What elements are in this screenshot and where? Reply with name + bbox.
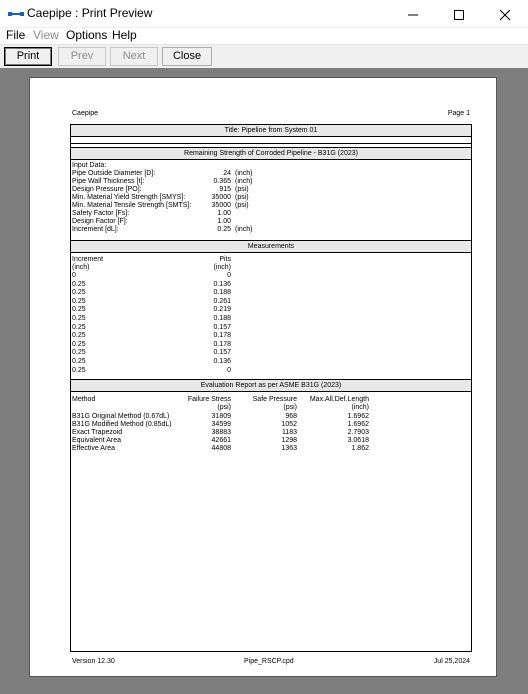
input-value: 1.00 — [217, 218, 231, 225]
preview-area — [0, 68, 528, 694]
input-value: 35000 — [211, 194, 231, 201]
increment-cell: 0.25 — [72, 332, 86, 340]
pits-unit: (inch) — [213, 264, 231, 271]
pits-cell: 0 — [227, 272, 231, 279]
input-unit: (inch) — [235, 170, 253, 177]
prev-page-button[interactable]: Prev — [58, 47, 106, 66]
title-bar — [0, 0, 528, 28]
pits-cell: 0.178 — [213, 332, 231, 340]
failure-stress-cell: 34599 — [211, 421, 231, 428]
close-button[interactable]: Close — [162, 47, 212, 66]
method-cell: B31G Original Method (0.67dL) — [72, 413, 170, 420]
safe-pressure-cell: 1052 — [281, 421, 297, 428]
safe-pressure-unit: (psi) — [283, 404, 297, 411]
failure-stress-cell: 44808 — [211, 445, 231, 452]
pits-cell: 0.188 — [213, 289, 231, 297]
input-label: Design Factor [F]: — [72, 218, 128, 225]
close-window-button[interactable] — [482, 0, 528, 28]
section-measurements: Measurements — [71, 241, 471, 252]
increment-cell: 0.25 — [72, 358, 86, 365]
menu-view[interactable]: View — [33, 28, 59, 42]
max-length-unit: (inch) — [351, 404, 369, 411]
pits-header: Pits — [219, 256, 231, 263]
safe-pressure-cell: 968 — [285, 413, 297, 420]
toolbar — [0, 44, 528, 68]
window-title: Caepipe : Print Preview — [27, 6, 153, 20]
preview-page — [29, 77, 497, 677]
report-frame — [70, 124, 472, 652]
pits-cell: 0.178 — [213, 340, 231, 348]
increment-header: Increment — [72, 256, 104, 263]
input-heading: Input Data: — [72, 162, 107, 169]
program-name: Caepipe — [72, 110, 99, 117]
input-label: Min. Material Tensile Strength [SMTS]: — [72, 202, 192, 209]
input-unit: (psi) — [235, 202, 249, 209]
menu-file[interactable]: File — [6, 28, 26, 42]
increment-unit: (inch) — [72, 264, 90, 271]
failure-stress-cell: 31809 — [211, 413, 231, 420]
page-number: Page 1 — [447, 110, 470, 117]
minimize-button[interactable] — [390, 0, 436, 28]
pits-cell: 0 — [227, 366, 231, 374]
pits-cell: 0.261 — [213, 297, 231, 305]
footer-version: Version 12.30 — [72, 658, 115, 665]
footer-filename: Pipe_RSCP.cpd — [244, 658, 294, 665]
minimize-icon — [407, 9, 419, 21]
failure-stress-cell: 38883 — [211, 429, 231, 436]
pits-cell: 0.136 — [213, 280, 231, 288]
pits-cell: 0.219 — [213, 306, 231, 314]
increment-cell: 0.25 — [72, 297, 86, 305]
menu-options[interactable]: Options — [66, 28, 108, 42]
menu-bar — [0, 28, 528, 44]
max-length-cell: 1.6962 — [347, 421, 369, 428]
input-value: 1.00 — [217, 210, 231, 217]
input-label: Pipe Outside Diameter [D]: — [72, 170, 156, 177]
input-label: Design Pressure [PO]: — [72, 186, 142, 193]
max-length-cell: 3.0618 — [347, 437, 369, 444]
method-cell: Effective Area — [72, 445, 116, 452]
maximize-button[interactable] — [436, 0, 482, 28]
method-cell: Equivalent Area — [72, 437, 122, 444]
failure-stress-header: Failure Stress — [187, 396, 231, 403]
failure-stress-cell: 42661 — [211, 437, 231, 444]
app-icon — [8, 8, 24, 20]
increment-cell: 0.25 — [72, 289, 86, 297]
increment-cell: 0.25 — [72, 340, 86, 348]
increment-cell: 0.25 — [72, 366, 86, 374]
method-cell: Exact Trapezoid — [72, 429, 123, 436]
increment-cell: 0 — [72, 272, 76, 279]
input-value: 0.25 — [217, 226, 231, 233]
report-title: Title: Pipeline from System 01 — [71, 125, 471, 136]
max-length-header: Max.All.Def.Length — [309, 396, 369, 403]
input-value: 0.365 — [213, 178, 231, 185]
print-button[interactable]: Print — [4, 47, 52, 66]
section-evaluation: Evaluation Report as per ASME B31G (2023) — [71, 380, 471, 391]
safe-pressure-cell: 1183 — [281, 429, 297, 436]
input-unit: (psi) — [235, 194, 249, 201]
max-length-cell: 2.7903 — [347, 429, 369, 436]
menu-help[interactable]: Help — [112, 28, 137, 42]
safe-pressure-header: Safe Pressure — [252, 396, 297, 403]
increment-cell: 0.25 — [72, 323, 86, 331]
input-unit: (inch) — [235, 178, 253, 185]
increment-cell: 0.25 — [72, 306, 86, 314]
safe-pressure-cell: 1363 — [281, 445, 297, 452]
failure-stress-unit: (psi) — [217, 404, 231, 411]
input-label: Min. Material Yield Strength [SMYS]: — [72, 194, 186, 201]
method-cell: B31G Modified Method (0.85dL) — [72, 421, 172, 428]
pits-cell: 0.157 — [213, 323, 231, 331]
pits-cell: 0.188 — [213, 315, 231, 322]
safe-pressure-cell: 1298 — [281, 437, 297, 444]
max-length-cell: 1.862 — [351, 445, 369, 452]
input-label: Pipe Wall Thickness [t]: — [72, 178, 145, 185]
input-value: 24 — [223, 170, 231, 177]
max-length-cell: 1.6962 — [347, 413, 369, 420]
footer-date: Jul 25,2024 — [433, 658, 470, 665]
close-icon — [499, 9, 511, 21]
next-page-button[interactable]: Next — [110, 47, 158, 66]
increment-cell: 0.25 — [72, 280, 86, 288]
pits-cell: 0.136 — [213, 358, 231, 365]
increment-cell: 0.25 — [72, 315, 86, 322]
increment-cell: 0.25 — [72, 349, 86, 357]
pits-cell: 0.157 — [213, 349, 231, 357]
input-label: Safety Factor [Fs]: — [72, 210, 130, 217]
method-header: Method — [72, 396, 96, 403]
input-value: 915 — [219, 186, 231, 193]
input-unit: (psi) — [235, 186, 249, 193]
section-remaining-strength: Remaining Strength of Corroded Pipeline - B31G (2023) — [71, 148, 471, 159]
maximize-icon — [453, 9, 465, 21]
input-label: Increment [dL]: — [72, 226, 119, 233]
input-value: 35000 — [211, 202, 231, 209]
input-unit: (inch) — [235, 226, 253, 233]
